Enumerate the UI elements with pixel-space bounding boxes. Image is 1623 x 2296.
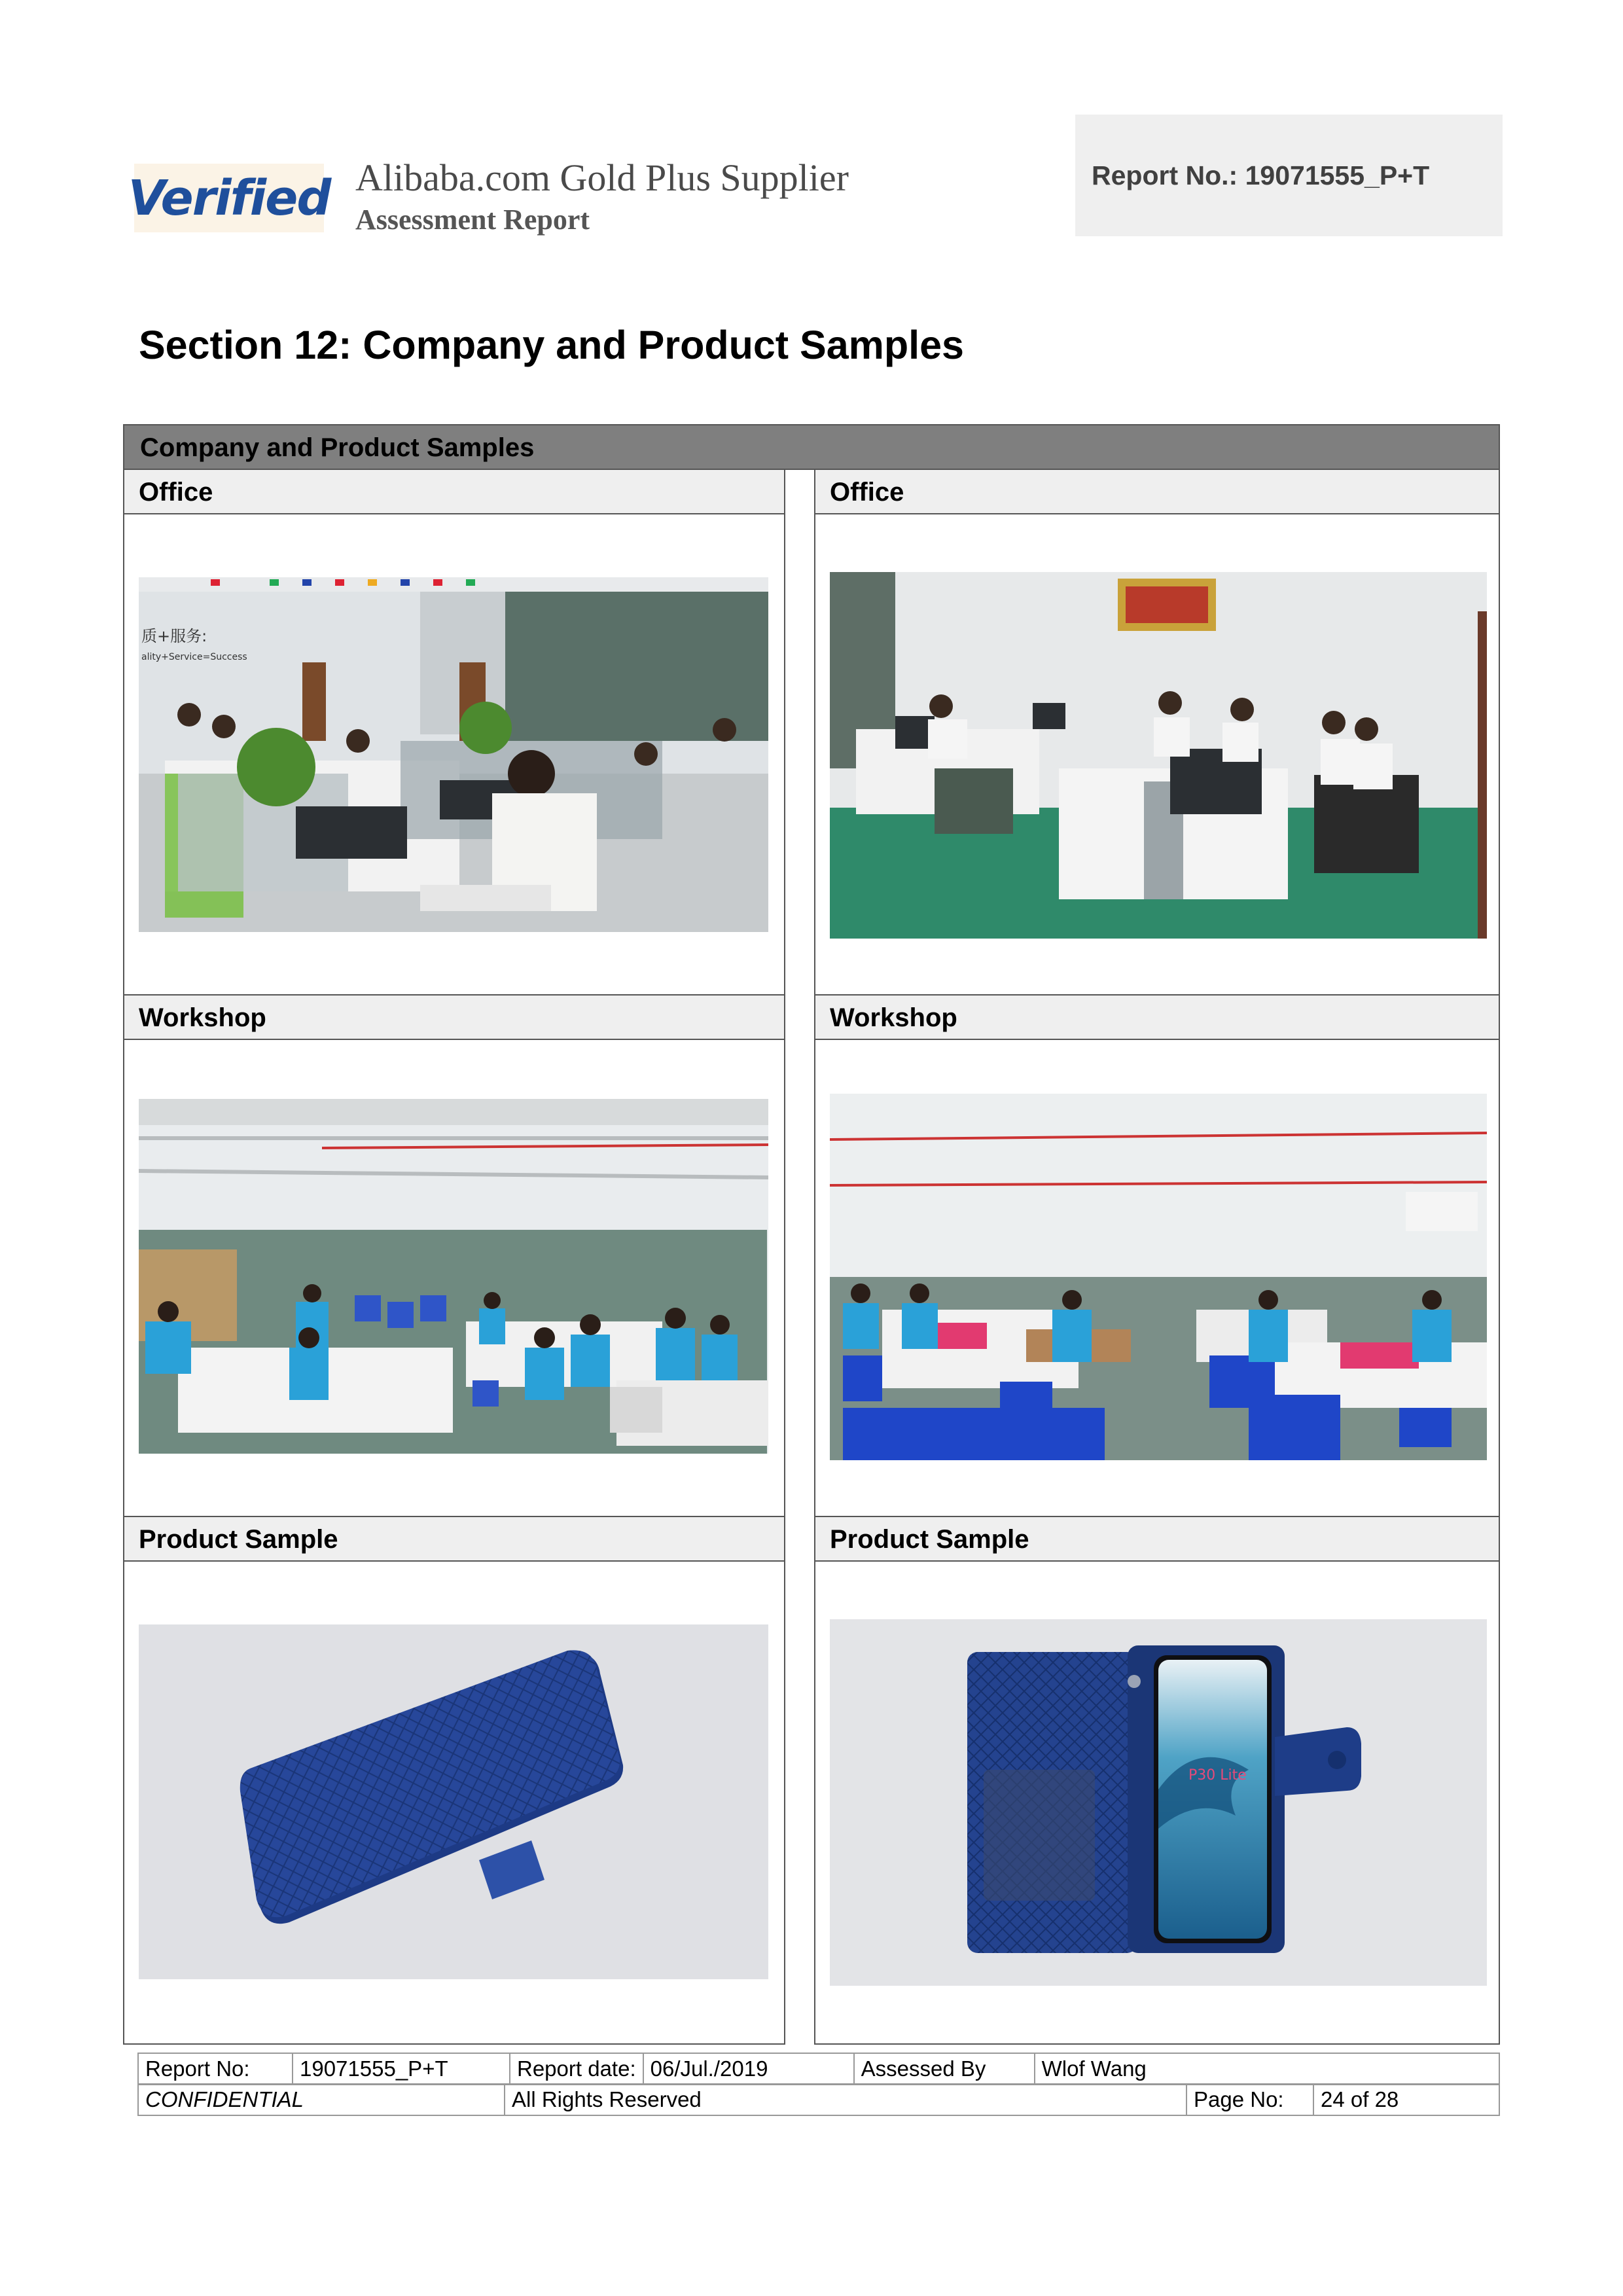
report-brand-subtitle: Assessment Report (355, 204, 590, 236)
cell-workshop-right (814, 994, 1500, 1519)
footer-report-no-label: Report No: (138, 2053, 293, 2085)
logo-text: Verified (128, 170, 330, 226)
product-photo-open-case (830, 1619, 1487, 1986)
office-sign-1: 质+服务: (141, 627, 207, 645)
phone-screen-text: P30 Lite (1188, 1767, 1247, 1784)
footer-assessed-by-label: Assessed By (854, 2053, 1035, 2085)
footer-report-date-label: Report date: (510, 2053, 643, 2085)
cell-label: Office (830, 478, 904, 507)
workshop-photo-1 (139, 1099, 768, 1454)
cell-label: Workshop (139, 1003, 266, 1032)
footer-info-table (137, 2053, 1500, 2085)
office-photo-2 (830, 572, 1487, 939)
report-number: Report No.: 19071555_P+T (1092, 160, 1430, 190)
footer-confidential: CONFIDENTIAL (138, 2084, 505, 2115)
verified-logo (128, 164, 330, 232)
footer-page-number: 24 of 28 (1313, 2084, 1499, 2115)
footer-report-date: 06/Jul./2019 (643, 2053, 854, 2085)
footer-report-no: 19071555_P+T (293, 2053, 510, 2085)
table-heading: Company and Product Samples (123, 424, 1500, 470)
section-title: Section 12: Company and Product Samples (139, 323, 964, 367)
report-brand-title: Alibaba.com Gold Plus Supplier (355, 156, 849, 199)
footer-page-label: Page No: (1186, 2084, 1313, 2115)
cell-product-left (123, 1516, 785, 2045)
cell-office-right (814, 469, 1500, 996)
cell-label: Workshop (830, 1003, 957, 1032)
footer-rights-table (137, 2083, 1500, 2116)
cell-product-right (814, 1516, 1500, 2045)
workshop-photo-2 (830, 1094, 1487, 1460)
footer-rights: All Rights Reserved (505, 2084, 1186, 2115)
cell-office-left (123, 469, 785, 996)
report-number-box (1075, 115, 1503, 236)
product-photo-closed-case (139, 1624, 768, 1979)
office-sign-2: ality+Service=Success (141, 652, 247, 662)
cell-label: Product Sample (139, 1525, 338, 1554)
footer-assessed-by: Wlof Wang (1035, 2053, 1499, 2085)
cell-label: Product Sample (830, 1525, 1029, 1554)
office-photo-1 (139, 577, 768, 932)
cell-workshop-left (123, 994, 785, 1519)
cell-label: Office (139, 478, 213, 507)
